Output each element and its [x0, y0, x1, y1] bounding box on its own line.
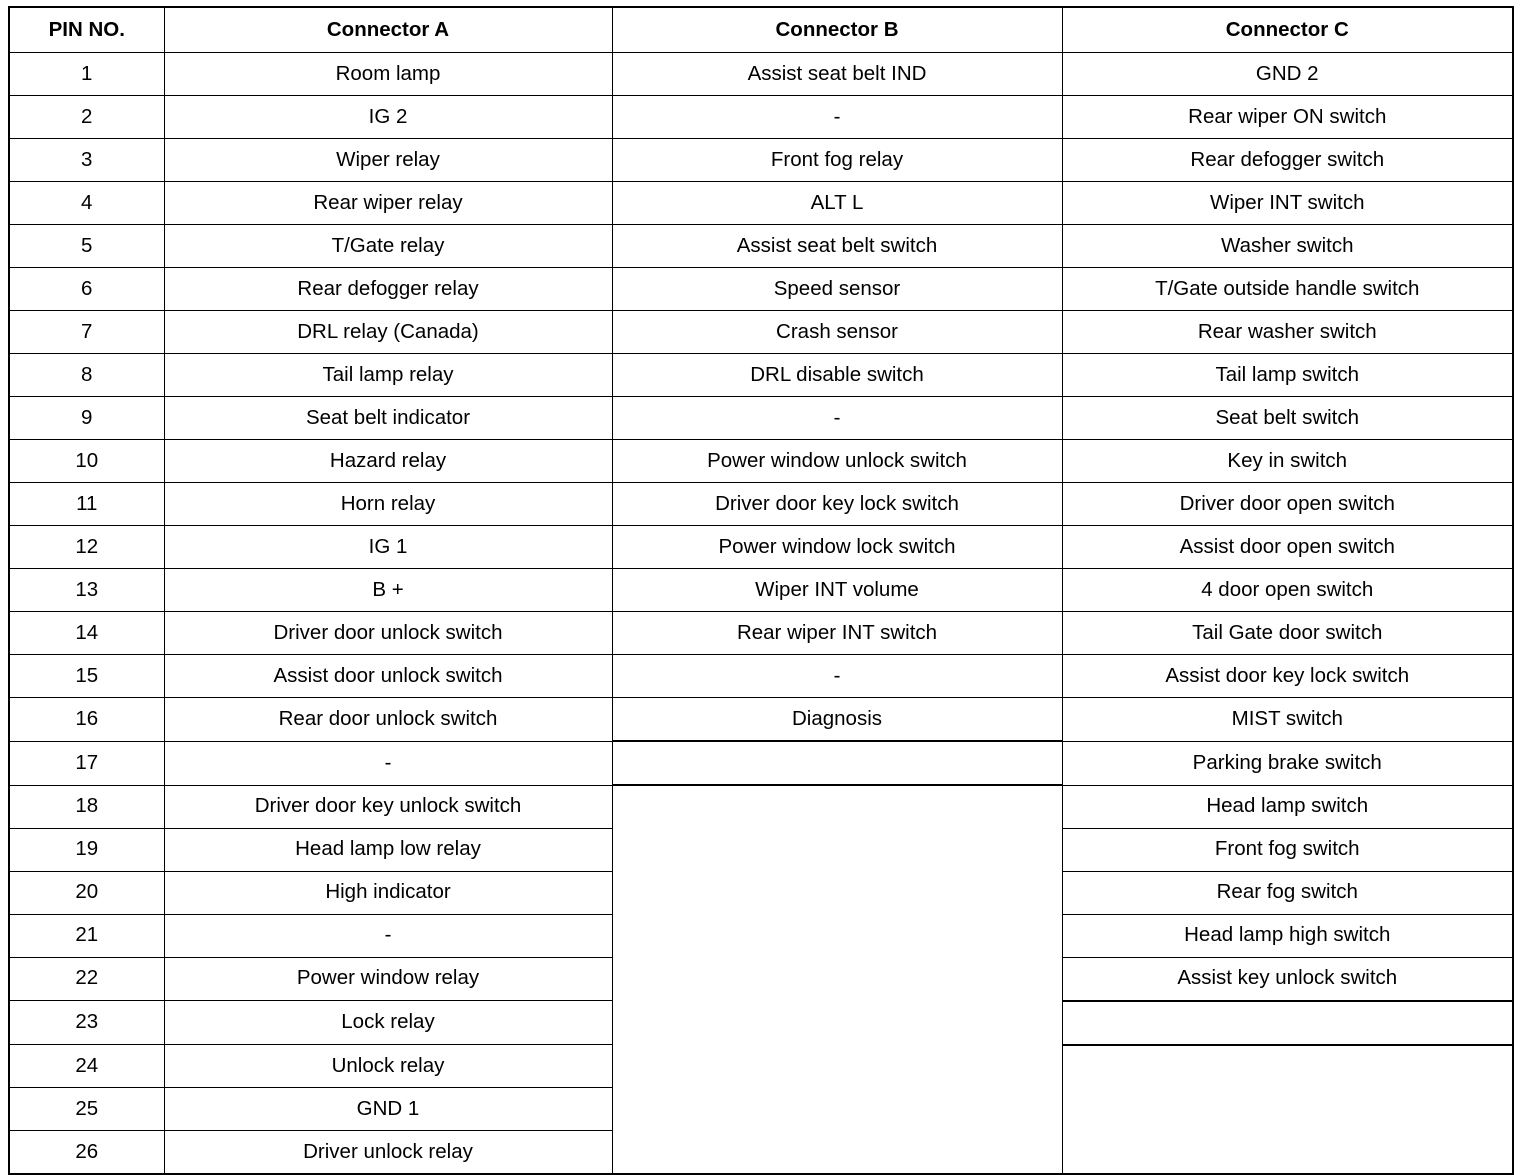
cell-connector-b: -: [612, 397, 1062, 440]
cell-connector-c: Rear fog switch: [1062, 871, 1513, 914]
table-header: [9, 7, 1513, 53]
cell-pin-no: 26: [9, 1131, 164, 1175]
cell-connector-a: Room lamp: [164, 53, 612, 96]
cell-pin-no: 21: [9, 914, 164, 957]
cell-connector-b: -: [612, 96, 1062, 139]
cell-connector-a: B +: [164, 569, 612, 612]
cell-connector-b: [612, 871, 1062, 914]
cell-connector-a: Wiper relay: [164, 139, 612, 182]
table-row: [9, 1001, 1513, 1045]
cell-connector-a: Rear defogger relay: [164, 268, 612, 311]
table-row: [9, 53, 1513, 96]
cell-connector-b: Diagnosis: [612, 698, 1062, 742]
table-row: [9, 612, 1513, 655]
cell-connector-c: Rear wiper ON switch: [1062, 96, 1513, 139]
table-row: [9, 785, 1513, 828]
table-row: [9, 828, 1513, 871]
cell-connector-a: -: [164, 914, 612, 957]
cell-connector-b: [612, 828, 1062, 871]
cell-connector-a: Rear wiper relay: [164, 182, 612, 225]
cell-connector-c: Rear defogger switch: [1062, 139, 1513, 182]
table-row: [9, 96, 1513, 139]
connector-pinout-table: [8, 6, 1514, 1175]
cell-pin-no: 18: [9, 785, 164, 828]
table-row: [9, 1088, 1513, 1131]
cell-pin-no: 3: [9, 139, 164, 182]
cell-pin-no: 14: [9, 612, 164, 655]
cell-connector-a: Head lamp low relay: [164, 828, 612, 871]
cell-connector-c: Tail Gate door switch: [1062, 612, 1513, 655]
cell-pin-no: 17: [9, 741, 164, 785]
cell-connector-a: Horn relay: [164, 483, 612, 526]
cell-connector-b: Speed sensor: [612, 268, 1062, 311]
cell-connector-a: IG 2: [164, 96, 612, 139]
cell-pin-no: 8: [9, 354, 164, 397]
cell-connector-b: -: [612, 655, 1062, 698]
table-row: [9, 483, 1513, 526]
cell-connector-a: Driver door key unlock switch: [164, 785, 612, 828]
cell-connector-b: DRL disable switch: [612, 354, 1062, 397]
cell-connector-a: Assist door unlock switch: [164, 655, 612, 698]
column-header-connector-c: Connector C: [1062, 7, 1513, 53]
cell-connector-b: Front fog relay: [612, 139, 1062, 182]
cell-connector-b: Assist seat belt switch: [612, 225, 1062, 268]
table-row: [9, 354, 1513, 397]
cell-pin-no: 25: [9, 1088, 164, 1131]
cell-pin-no: 24: [9, 1045, 164, 1088]
cell-pin-no: 23: [9, 1001, 164, 1045]
cell-connector-c: Front fog switch: [1062, 828, 1513, 871]
cell-connector-a: Power window relay: [164, 957, 612, 1001]
table-row: [9, 225, 1513, 268]
cell-pin-no: 10: [9, 440, 164, 483]
cell-connector-a: Driver door unlock switch: [164, 612, 612, 655]
cell-pin-no: 11: [9, 483, 164, 526]
table-row: [9, 569, 1513, 612]
table-row: [9, 957, 1513, 1001]
cell-connector-b: Assist seat belt IND: [612, 53, 1062, 96]
cell-connector-c: [1062, 1045, 1513, 1088]
cell-connector-a: GND 1: [164, 1088, 612, 1131]
cell-connector-a: T/Gate relay: [164, 225, 612, 268]
column-header-connector-b: Connector B: [612, 7, 1062, 53]
cell-connector-a: DRL relay (Canada): [164, 311, 612, 354]
table-row: [9, 1131, 1513, 1175]
cell-connector-b: [612, 1088, 1062, 1131]
cell-connector-a: Tail lamp relay: [164, 354, 612, 397]
cell-connector-a: Driver unlock relay: [164, 1131, 612, 1175]
cell-connector-c: Head lamp high switch: [1062, 914, 1513, 957]
cell-connector-c: Seat belt switch: [1062, 397, 1513, 440]
table-row: [9, 741, 1513, 785]
cell-connector-c: Assist key unlock switch: [1062, 957, 1513, 1001]
cell-connector-a: -: [164, 741, 612, 785]
table-body: [9, 53, 1513, 1175]
cell-pin-no: 13: [9, 569, 164, 612]
cell-pin-no: 22: [9, 957, 164, 1001]
cell-connector-b: ALT L: [612, 182, 1062, 225]
cell-pin-no: 6: [9, 268, 164, 311]
cell-connector-a: Lock relay: [164, 1001, 612, 1045]
table-row: [9, 526, 1513, 569]
cell-connector-a: Unlock relay: [164, 1045, 612, 1088]
cell-connector-a: IG 1: [164, 526, 612, 569]
cell-connector-b: Power window lock switch: [612, 526, 1062, 569]
table-row: [9, 139, 1513, 182]
table-row: [9, 914, 1513, 957]
table-row: [9, 1045, 1513, 1088]
cell-pin-no: 20: [9, 871, 164, 914]
cell-connector-a: Seat belt indicator: [164, 397, 612, 440]
cell-pin-no: 19: [9, 828, 164, 871]
cell-connector-b: [612, 957, 1062, 1001]
table-header-row: [9, 7, 1513, 53]
table-row: [9, 268, 1513, 311]
cell-connector-c: [1062, 1131, 1513, 1175]
cell-connector-c: Head lamp switch: [1062, 785, 1513, 828]
cell-pin-no: 5: [9, 225, 164, 268]
cell-pin-no: 7: [9, 311, 164, 354]
cell-connector-c: Driver door open switch: [1062, 483, 1513, 526]
cell-connector-b: [612, 741, 1062, 785]
cell-connector-c: Key in switch: [1062, 440, 1513, 483]
cell-connector-b: [612, 1131, 1062, 1175]
cell-connector-c: T/Gate outside handle switch: [1062, 268, 1513, 311]
cell-connector-b: [612, 1001, 1062, 1045]
cell-connector-b: Wiper INT volume: [612, 569, 1062, 612]
cell-pin-no: 15: [9, 655, 164, 698]
cell-connector-a: Hazard relay: [164, 440, 612, 483]
cell-connector-c: Parking brake switch: [1062, 741, 1513, 785]
cell-connector-c: Assist door open switch: [1062, 526, 1513, 569]
table-row: [9, 655, 1513, 698]
cell-connector-b: Power window unlock switch: [612, 440, 1062, 483]
cell-connector-c: [1062, 1001, 1513, 1045]
cell-pin-no: 1: [9, 53, 164, 96]
cell-connector-b: [612, 1045, 1062, 1088]
cell-connector-c: Tail lamp switch: [1062, 354, 1513, 397]
table-row: [9, 397, 1513, 440]
cell-connector-b: Crash sensor: [612, 311, 1062, 354]
cell-connector-a: High indicator: [164, 871, 612, 914]
cell-connector-c: GND 2: [1062, 53, 1513, 96]
cell-pin-no: 4: [9, 182, 164, 225]
cell-connector-a: Rear door unlock switch: [164, 698, 612, 742]
table-row: [9, 440, 1513, 483]
cell-connector-c: Assist door key lock switch: [1062, 655, 1513, 698]
cell-pin-no: 9: [9, 397, 164, 440]
table-row: [9, 871, 1513, 914]
cell-connector-c: [1062, 1088, 1513, 1131]
cell-connector-b: [612, 785, 1062, 828]
cell-connector-c: Rear washer switch: [1062, 311, 1513, 354]
cell-connector-c: Wiper INT switch: [1062, 182, 1513, 225]
cell-connector-c: MIST switch: [1062, 698, 1513, 742]
table-row: [9, 698, 1513, 742]
cell-connector-b: [612, 914, 1062, 957]
cell-pin-no: 12: [9, 526, 164, 569]
table-row: [9, 182, 1513, 225]
cell-connector-b: Driver door key lock switch: [612, 483, 1062, 526]
cell-connector-b: Rear wiper INT switch: [612, 612, 1062, 655]
cell-connector-c: Washer switch: [1062, 225, 1513, 268]
cell-pin-no: 16: [9, 698, 164, 742]
column-header-connector-a: Connector A: [164, 7, 612, 53]
table-row: [9, 311, 1513, 354]
column-header-pin-no: PIN NO.: [9, 7, 164, 53]
cell-connector-c: 4 door open switch: [1062, 569, 1513, 612]
cell-pin-no: 2: [9, 96, 164, 139]
